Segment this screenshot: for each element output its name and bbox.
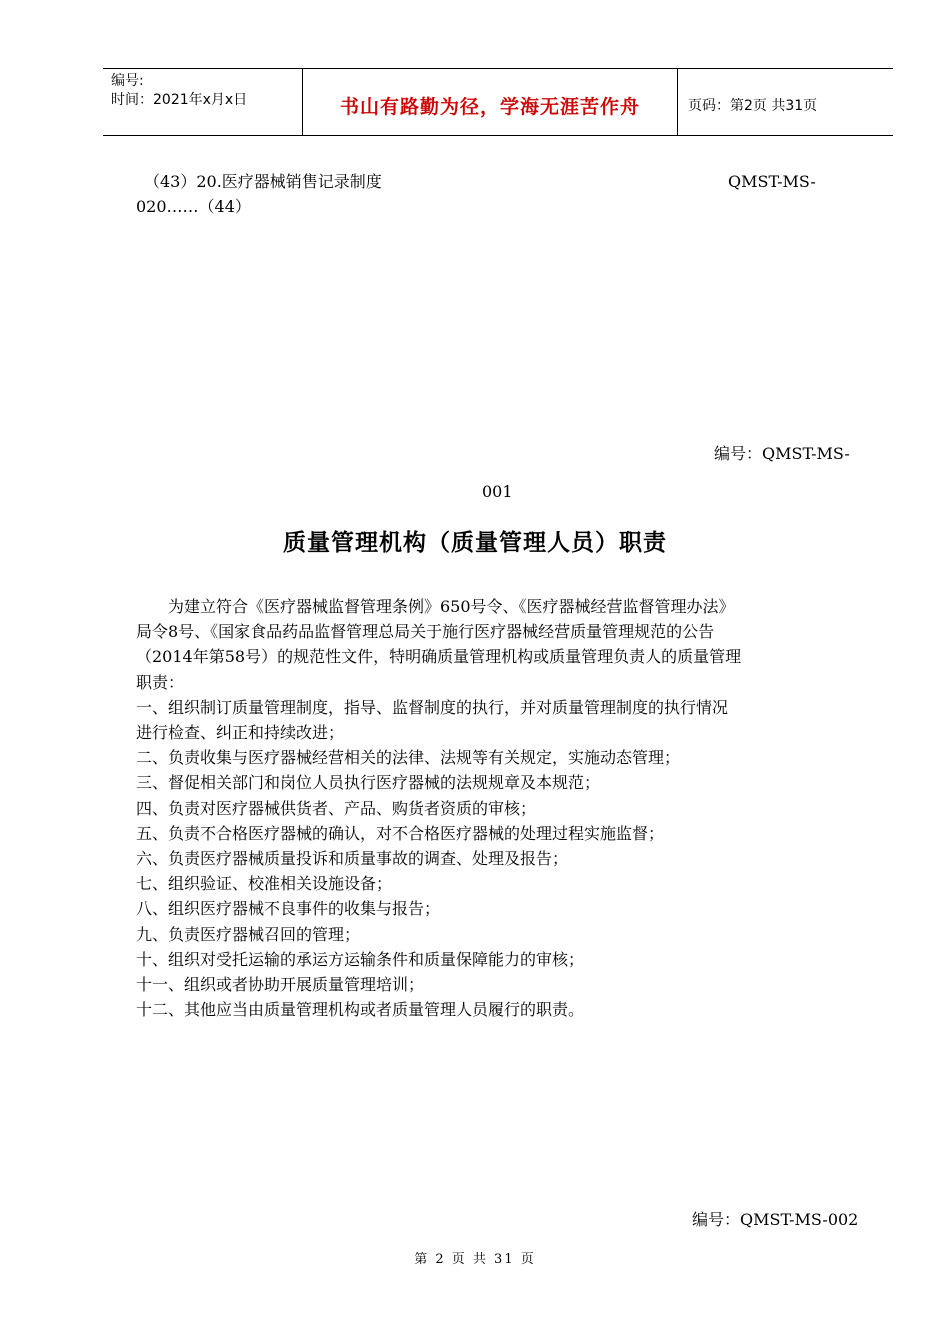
header-meta bbox=[103, 69, 303, 135]
header-number-label: 编号: bbox=[111, 73, 144, 89]
header-motto: 书山有路勤为径，学海无涯苦作舟 bbox=[303, 69, 678, 135]
body-line: 职责： bbox=[136, 672, 185, 692]
body-line: 局令8号、《国家食品药品监督管理总局关于施行医疗器械经营质量管理规范的公告 bbox=[136, 622, 715, 642]
body-line: 四、负责对医疗器械供货者、产品、购货者资质的审核； bbox=[136, 798, 537, 818]
body-line: 进行检查、纠正和持续改进； bbox=[136, 723, 345, 743]
body-line: 七、组织验证、校准相关设施设备； bbox=[136, 874, 393, 894]
doc-number-001-part2: 001 bbox=[482, 482, 513, 501]
document-body bbox=[136, 594, 866, 1022]
body-line: （2014年第58号）的规范性文件，特明确质量管理机构或质量管理负责人的质量管理 bbox=[136, 647, 742, 667]
body-line: 六、负责医疗器械质量投诉和质量事故的调查、处理及报告； bbox=[136, 849, 569, 869]
header-time-label: 时间：2021年x月x日 bbox=[111, 92, 248, 108]
toc-entry-code: QMST-MS- bbox=[728, 172, 816, 191]
body-line: 为建立符合《医疗器械监督管理条例》650号令、《医疗器械经营监督管理办法》 bbox=[136, 597, 735, 616]
body-line: 一、组织制订质量管理制度，指导、监督制度的执行，并对质量管理制度的执行情况 bbox=[136, 697, 729, 717]
body-line: 九、负责医疗器械召回的管理； bbox=[136, 924, 361, 944]
body-line: 五、负责不合格医疗器械的确认，对不合格医疗器械的处理过程实施监督； bbox=[136, 823, 665, 843]
body-line: 十一、组织或者协助开展质量管理培训； bbox=[136, 975, 425, 995]
body-line: 十二、其他应当由质量管理机构或者质量管理人员履行的职责。 bbox=[136, 1000, 585, 1020]
doc-number-002: 编号：QMST-MS-002 bbox=[692, 1210, 859, 1229]
body-line: 二、负责收集与医疗器械经营相关的法律、法规等有关规定，实施动态管理； bbox=[136, 748, 681, 768]
page-header bbox=[103, 68, 893, 136]
toc-entry-page: 020……（44） bbox=[136, 197, 251, 216]
body-line: 八、组织医疗器械不良事件的收集与报告； bbox=[136, 899, 441, 919]
header-page-label: 页码：第2页 共31页 bbox=[688, 98, 818, 114]
body-line: 三、督促相关部门和岗位人员执行医疗器械的法规规章及本规范； bbox=[136, 773, 601, 793]
body-line: 十、组织对受托运输的承运方运输条件和质量保障能力的审核； bbox=[136, 949, 585, 969]
page-footer: 第 2 页 共 31 页 bbox=[414, 1252, 536, 1267]
document-title: 质量管理机构（质量管理人员）职责 bbox=[283, 530, 667, 556]
toc-entry-title: （43）20.医疗器械销售记录制度 bbox=[144, 172, 382, 191]
doc-number-001-part1: 编号：QMST-MS- bbox=[714, 444, 850, 463]
